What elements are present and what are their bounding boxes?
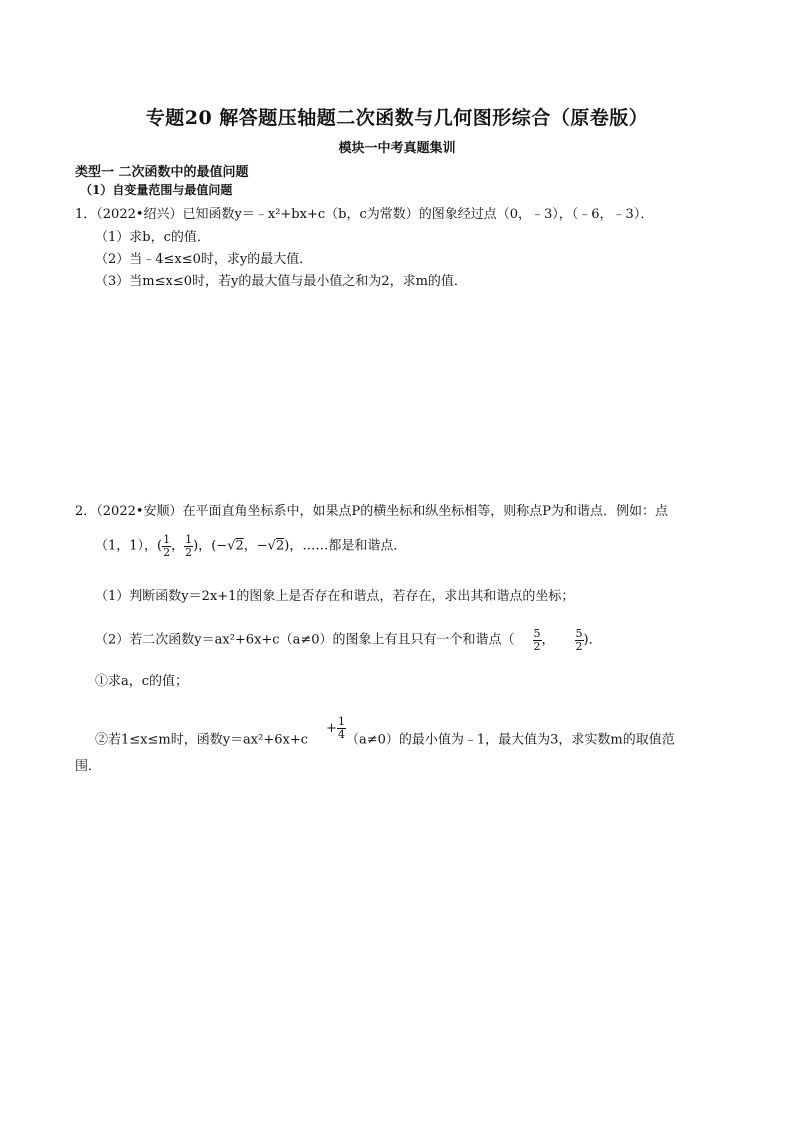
sqrt-radicand: 2 <box>235 538 244 554</box>
q2-sub2-end: 围． <box>75 759 102 774</box>
q2-stem: 2．（2022•安顺）在平面直角坐标系中，如果点P的横坐标和纵坐标相等，则称点P为和谐点．例如：点 <box>75 504 669 519</box>
sqrt-icon: √ <box>267 538 276 554</box>
subsection-heading: （1）自变量范围与最值问题 <box>80 183 233 197</box>
fraction-half-a <box>162 534 171 558</box>
frac-den: 2 <box>163 545 171 559</box>
module-heading: 模块一中考真题集训 <box>338 141 456 156</box>
q2-examples-pre: （1，1），( <box>95 538 163 554</box>
examples-post: )，……都是和谐点． <box>284 538 407 554</box>
fraction-one-quarter <box>337 716 346 740</box>
q1-part1: （1）求b，c的值． <box>95 230 210 245</box>
plus-sign: + <box>326 720 337 736</box>
frac-num: 5 <box>533 627 541 640</box>
q1-part2: （2）当﹣4≤x≤0时，求y的最大值． <box>95 252 313 267</box>
q1-stem: 1．（2022•绍兴）已知函数y＝﹣x²+bx+c（b，c为常数）的图象经过点（0，﹣3），（﹣6，﹣3）． <box>75 207 654 222</box>
frac-den: 4 <box>337 727 345 741</box>
comma: ， <box>541 632 555 648</box>
comma: ， <box>171 538 185 554</box>
page-title: 专题20 解答题压轴题二次函数与几何图形综合（原卷版） <box>145 107 649 129</box>
q2-sub2 <box>95 715 675 752</box>
fraction-five-halves-a <box>533 628 542 652</box>
sqrt-icon: √ <box>227 538 236 554</box>
q2-sub1: ①求a，c的值； <box>95 674 189 689</box>
comma-neg: ，− <box>243 538 268 554</box>
frac-den: 2 <box>185 545 193 559</box>
q2-part2-end: )． <box>583 632 602 648</box>
q2-part2 <box>95 628 602 652</box>
frac-num: 1 <box>163 533 171 546</box>
frac-num: 1 <box>337 715 345 728</box>
sqrt-radicand: 2 <box>275 538 285 554</box>
fraction-half-b <box>184 534 193 558</box>
fraction-five-halves-b <box>575 628 584 652</box>
q2-part1: （1）判断函数y＝2x+1的图象上是否存在和谐点，若存在，求出其和谐点的坐标； <box>95 589 575 604</box>
frac-den: 2 <box>533 639 541 653</box>
examples-mid: )，(− <box>193 538 228 554</box>
q2-sub2-cont: （a≠0）的最小值为﹣1，最大值为3，求实数m的取值范 <box>345 732 675 748</box>
q2-sub2-text: ②若1≤x≤m时，函数y＝ax²+6x+c <box>95 732 309 748</box>
frac-num: 1 <box>185 533 193 546</box>
q2-part2-text: （2）若二次函数y＝ax²+6x+c（a≠0）的图象上有且只有一个和谐点（ <box>95 632 515 648</box>
section-heading: 类型一 二次函数中的最值问题 <box>75 165 249 180</box>
q2-examples <box>95 534 406 558</box>
q1-part3: （3）当m≤x≤0时，若y的最大值与最小值之和为2，求m的值． <box>95 274 467 289</box>
frac-den: 2 <box>575 639 583 653</box>
frac-num: 5 <box>575 627 583 640</box>
